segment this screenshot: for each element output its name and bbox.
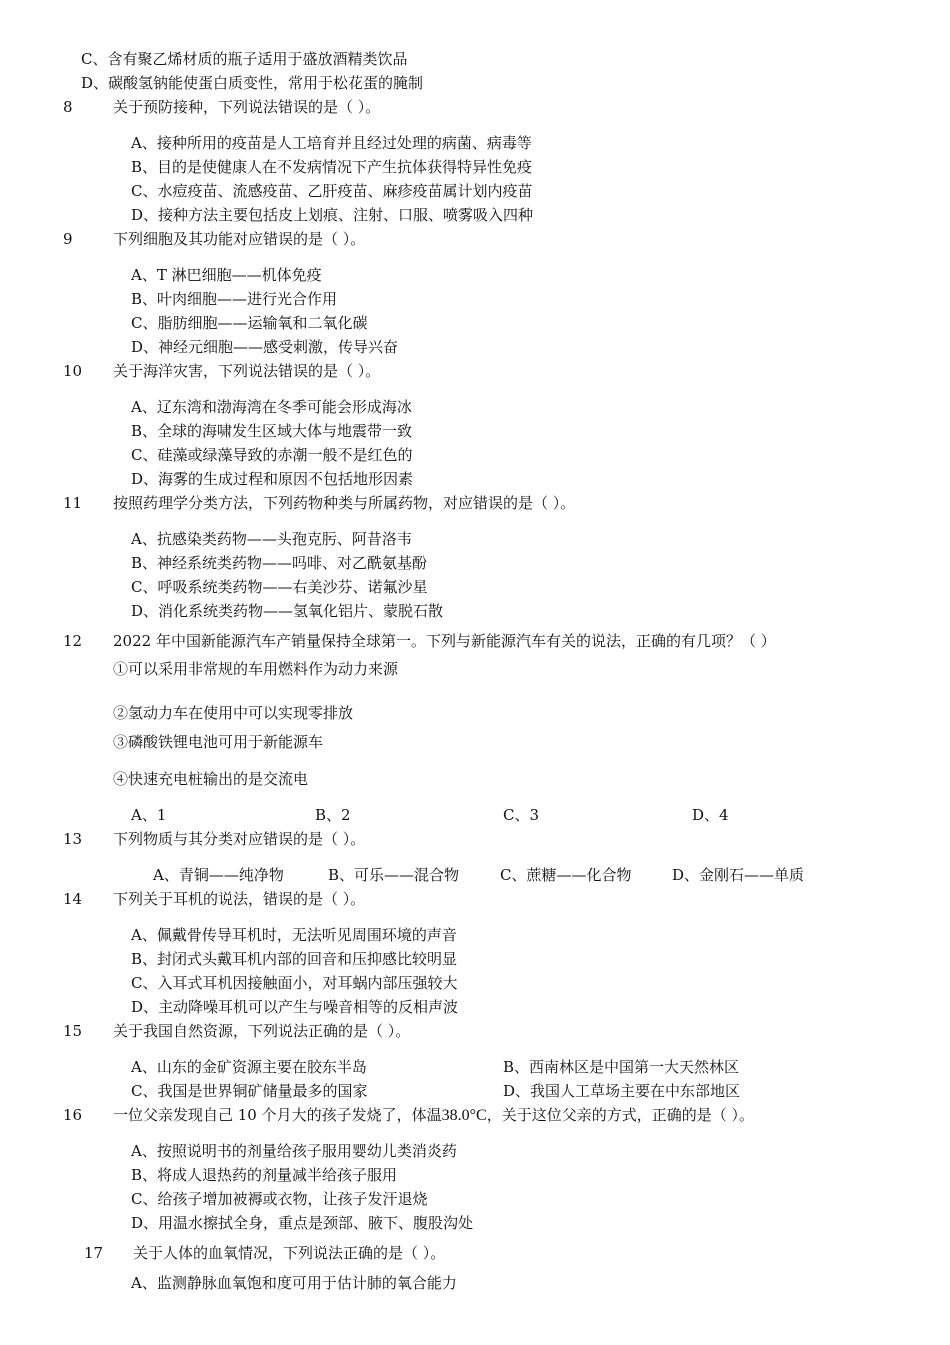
q9-number: 9: [63, 230, 73, 248]
q13-option-a: A、青铜——纯净物: [153, 866, 284, 884]
q8-option-d: D、接种方法主要包括皮上划痕、注射、口服、喷雾吸入四种: [131, 206, 534, 224]
q16-option-c: C、给孩子增加被褥或衣物，让孩子发汗退烧: [131, 1190, 428, 1208]
q16-option-d: D、用温水擦拭全身，重点是颈部、腋下、腹股沟处: [131, 1214, 474, 1232]
q16-stem: [113, 1108, 754, 1124]
q13-stem: 下列物质与其分类对应错误的是（ ）。: [113, 830, 366, 848]
q16-stem-end: ，关于这位父亲的方式，正确的是（ ）。: [486, 1106, 754, 1124]
q10-option-d: D、海雾的生成过程和原因不包括地形因素: [131, 470, 414, 488]
q13-option-c: C、蔗糖——化合物: [500, 866, 632, 884]
q12-option-c: C、3: [503, 806, 540, 824]
q8-number: 8: [63, 98, 73, 116]
q15-option-b: B、西南林区是中国第一大天然林区: [503, 1058, 740, 1076]
q14-option-d: D、主动降噪耳机可以产生与噪音相等的反相声波: [131, 998, 459, 1016]
q15-option-a: A、山东的金矿资源主要在胶东半岛: [131, 1058, 367, 1076]
q12-option-d: D、4: [692, 806, 729, 824]
q9-stem: 下列细胞及其功能对应错误的是（ ）。: [113, 230, 366, 248]
q11-option-d: D、消化系统类药物——氢氧化铝片、蒙脱石散: [131, 602, 444, 620]
q14-option-a: A、佩戴骨传导耳机时，无法听见周围环境的声音: [131, 926, 457, 944]
q16-option-b: B、将成人退热药的剂量减半给孩子服用: [131, 1166, 398, 1184]
q14-option-c: C、入耳式耳机因接触面小，对耳蜗内部压强较大: [131, 974, 458, 992]
q10-stem: 关于海洋灾害，下列说法错误的是（ ）。: [113, 362, 381, 380]
q16-stem-start: 一位父亲发现自己 10 个月大的孩子发烧了，体温: [113, 1106, 442, 1124]
q9-option-a: A、T 淋巴细胞——机体免疫: [131, 266, 322, 284]
q15-number: 15: [63, 1022, 83, 1040]
q16-option-a: A、按照说明书的剂量给孩子服用婴幼儿类消炎药: [131, 1142, 457, 1160]
q11-option-a: A、抗感染类药物——头孢克肟、阿昔洛韦: [131, 530, 412, 548]
q17-stem: 关于人体的血氧情况，下列说法正确的是（ ）。: [133, 1244, 446, 1262]
q9-option-d: D、神经元细胞——感受刺激，传导兴奋: [131, 338, 399, 356]
q12-statement-4: ④快速充电桩输出的是交流电: [113, 770, 309, 788]
q14-stem: 下列关于耳机的说法，错误的是（ ）。: [113, 890, 366, 908]
q12-statement-3: ③磷酸铁锂电池可用于新能源车: [113, 733, 324, 751]
q16-number: 16: [63, 1106, 83, 1124]
q15-option-d: D、我国人工草场主要在中东部地区: [503, 1082, 741, 1100]
q14-number: 14: [63, 890, 83, 908]
q11-stem: 按照药理学分类方法，下列药物种类与所属药物，对应错误的是（ ）。: [113, 494, 576, 512]
q10-option-a: A、辽东湾和渤海湾在冬季可能会形成海冰: [131, 398, 412, 416]
q11-number: 11: [63, 494, 83, 512]
q13-number: 13: [63, 830, 83, 848]
q7-option-d: D、碳酸氢钠能使蛋白质变性，常用于松花蛋的腌制: [81, 74, 424, 92]
q7-option-c: C、含有聚乙烯材质的瓶子适用于盛放酒精类饮品: [81, 50, 408, 68]
q8-option-b: B、目的是使健康人在不发病情况下产生抗体获得特异性免疫: [131, 158, 533, 176]
q14-option-b: B、封闭式头戴耳机内部的回音和压抑感比较明显: [131, 950, 458, 968]
q16-temperature: 38.0°C: [441, 1107, 487, 1124]
q13-option-d: D、金刚石——单质: [672, 866, 805, 884]
q12-number: 12: [63, 632, 83, 650]
q12-option-b: B、2: [315, 806, 351, 824]
q17-number: 17: [84, 1244, 104, 1262]
q8-stem: 关于预防接种，下列说法错误的是（ ）。: [113, 98, 381, 116]
q8-option-c: C、水痘疫苗、流感疫苗、乙肝疫苗、麻疹疫苗属计划内疫苗: [131, 182, 533, 200]
q9-option-b: B、叶肉细胞——进行光合作用: [131, 290, 338, 308]
q11-option-b: B、神经系统类药物——吗啡、对乙酰氨基酚: [131, 554, 428, 572]
q15-option-c: C、我国是世界铜矿储量最多的国家: [131, 1082, 368, 1100]
q12-statement-2: ②氢动力车在使用中可以实现零排放: [113, 704, 354, 722]
q10-number: 10: [63, 362, 83, 380]
q12-stem: 2022 年中国新能源汽车产销量保持全球第一。下列与新能源汽车有关的说法，正确的有几项？（ ）: [113, 632, 776, 650]
q10-option-b: B、全球的海啸发生区域大体与地震带一致: [131, 422, 413, 440]
q12-option-a: A、1: [131, 806, 167, 824]
q10-option-c: C、硅藻或绿藻导致的赤潮一般不是红色的: [131, 446, 413, 464]
q11-option-c: C、呼吸系统类药物——右美沙芬、诺氟沙星: [131, 578, 428, 596]
q13-option-b: B、可乐——混合物: [328, 866, 460, 884]
q8-option-a: A、接种所用的疫苗是人工培育并且经过处理的病菌、病毒等: [131, 134, 532, 152]
q12-statement-1: ①可以采用非常规的车用燃料作为动力来源: [113, 660, 399, 678]
q17-option-a: A、监测静脉血氧饱和度可用于估计肺的氧合能力: [131, 1274, 457, 1292]
q15-stem: 关于我国自然资源，下列说法正确的是（ ）。: [113, 1022, 411, 1040]
q9-option-c: C、脂肪细胞——运输氧和二氧化碳: [131, 314, 368, 332]
